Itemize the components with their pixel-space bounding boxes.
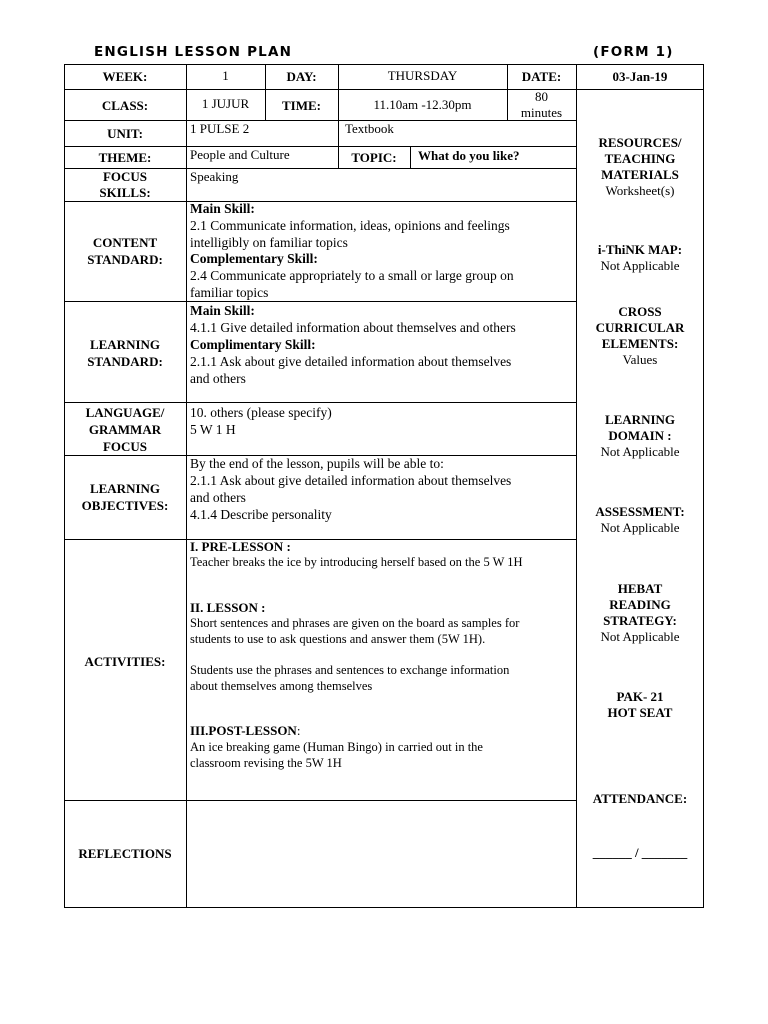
day-value: THURSDAY: [387, 68, 458, 83]
attendance-value: [576, 845, 704, 861]
resources-heading: RESOURCES/: [598, 135, 682, 150]
hebat-strategy-block: [576, 581, 704, 645]
day-label: DAY:: [286, 69, 317, 84]
language-line: 5 W 1 H: [190, 422, 236, 437]
language-focus-label-line: FOCUS: [102, 439, 148, 454]
lesson-text: [190, 615, 519, 647]
learning-line: and others: [190, 371, 246, 386]
learning-line: 4.1.1 Give detailed information about themselves and others: [190, 320, 516, 335]
language-line: 10. others (please specify): [190, 405, 332, 420]
objective-line: By the end of the lesson, pupils will be able to:: [190, 456, 444, 471]
learning-domain-value: Not Applicable: [600, 444, 680, 459]
lesson-line: about themselves among themselves: [190, 679, 373, 693]
assessment-heading: ASSESSMENT:: [595, 504, 685, 519]
resources-block: [576, 135, 704, 199]
date-value: 03-Jan-19: [612, 69, 668, 84]
content-standard-text: [190, 201, 514, 302]
row-divider: [64, 800, 576, 801]
cross-curricular-block: [576, 304, 704, 368]
time-value: 11.10am -12.30pm: [373, 97, 472, 112]
duration-unit: minutes: [520, 105, 563, 120]
attendance-block: [576, 791, 704, 807]
learning-objectives-text: [190, 455, 511, 523]
row-divider: [64, 89, 704, 90]
post-lesson-title: III.POST-LESSON: [190, 723, 297, 738]
learning-objectives-label: [64, 480, 186, 514]
duration-value: 80: [535, 89, 548, 104]
ithink-map-value: Not Applicable: [600, 258, 680, 273]
class-value: 1 JUJUR: [201, 96, 250, 111]
resources-value: Worksheet(s): [605, 183, 675, 198]
attendance-heading: ATTENDANCE:: [592, 791, 688, 806]
content-standard-label-line: CONTENT: [92, 235, 158, 250]
content-standard-label: [64, 234, 186, 268]
date-label: DATE:: [521, 69, 562, 84]
week-label: WEEK:: [102, 69, 148, 84]
content-line: 2.4 Communicate appropriately to a small or large group on: [190, 268, 514, 284]
learning-line: 2.1.1 Ask about give detailed information about themselves: [190, 354, 512, 369]
assessment-block: [576, 504, 704, 536]
assessment-value: Not Applicable: [600, 520, 680, 535]
post-lesson-line: An ice breaking game (Human Bingo) in carried out in the: [190, 740, 483, 754]
complementary-skill-heading: Complementary Skill:: [190, 251, 318, 267]
cross-curricular-heading: ELEMENTS:: [601, 336, 679, 351]
main-skill-heading: Main Skill:: [190, 303, 255, 318]
hebat-strategy-heading: READING: [609, 597, 671, 612]
col-divider: [186, 64, 187, 908]
focus-skills-label-line: FOCUS: [102, 169, 148, 184]
complimentary-skill-heading: Complimentary Skill:: [190, 337, 316, 352]
pre-lesson-text: Teacher breaks the ice by introducing herself based on the 5 W 1H: [190, 555, 523, 569]
content-line: 2.1 Communicate information, ideas, opinions and feelings: [190, 217, 510, 233]
activities-label: ACTIVITIES:: [84, 654, 166, 669]
objective-line: and others: [190, 490, 246, 505]
learning-standard-label-line: LEARNING: [89, 337, 161, 352]
learning-domain-block: [576, 412, 704, 460]
learning-objectives-label-line: LEARNING: [89, 481, 161, 496]
reflections-label: REFLECTIONS: [78, 846, 172, 861]
learning-domain-heading: LEARNING: [604, 412, 676, 427]
language-focus-label-line: GRAMMAR: [88, 422, 162, 437]
content-standard-label-line: STANDARD:: [87, 252, 163, 267]
page-title: ENGLISH LESSON PLAN: [94, 44, 293, 60]
learning-domain-heading: DOMAIN :: [608, 428, 672, 443]
content-line: intelligibly on familiar topics: [190, 234, 348, 250]
learning-objectives-label-line: OBJECTIVES:: [81, 498, 169, 513]
hebat-strategy-heading: STRATEGY:: [603, 613, 677, 628]
main-skill-heading: Main Skill:: [190, 201, 255, 216]
form-label: (FORM 1): [593, 44, 674, 60]
post-lesson-line: classroom revising the 5W 1H: [190, 756, 342, 770]
objective-line: 2.1.1 Ask about give detailed information about themselves: [190, 473, 512, 488]
learning-standard-label-line: STANDARD:: [87, 354, 163, 369]
post-lesson-text: [190, 739, 483, 771]
row-divider: [64, 539, 576, 540]
focus-skills-label-line: SKILLS:: [99, 185, 151, 200]
row-divider: [64, 120, 576, 121]
resources-heading: MATERIALS: [601, 167, 679, 182]
cross-curricular-heading: CROSS: [618, 304, 662, 319]
pak21-heading: PAK- 21: [616, 689, 664, 704]
language-focus-text: [190, 404, 332, 438]
time-label: TIME:: [282, 98, 321, 113]
ithink-map-heading: i-ThiNK MAP:: [597, 242, 683, 257]
post-lesson-heading: [190, 723, 300, 739]
pre-lesson-heading: I. PRE-LESSON :: [190, 539, 291, 554]
unit-value: 1 PULSE 2: [190, 121, 250, 136]
focus-skills-value: Speaking: [190, 169, 239, 184]
cross-curricular-heading: CURRICULAR: [595, 320, 685, 335]
language-focus-label: [64, 404, 186, 455]
theme-value: People and Culture: [190, 147, 290, 162]
focus-skills-label: [64, 169, 186, 201]
cross-curricular-value: Values: [622, 352, 658, 367]
lesson-heading: II. LESSON :: [190, 600, 266, 615]
lesson-line: Short sentences and phrases are given on the board as samples for: [190, 616, 520, 630]
attendance-blank: ______ / _______: [592, 845, 688, 860]
week-value: 1: [222, 68, 229, 83]
language-focus-label-line: LANGUAGE/: [85, 405, 165, 420]
class-label: CLASS:: [101, 98, 149, 113]
hebat-strategy-value: Not Applicable: [600, 629, 680, 644]
content-line: familiar topics: [190, 284, 269, 300]
lesson-line: students to use to ask questions and answer them (5W 1H).: [190, 632, 486, 646]
resources-heading: TEACHING: [604, 151, 676, 166]
post-lesson-colon: :: [296, 723, 301, 738]
unit-label: UNIT:: [107, 126, 143, 141]
col-divider: [410, 146, 411, 169]
hebat-strategy-heading: HEBAT: [617, 581, 663, 596]
objective-line: 4.1.4 Describe personality: [190, 507, 332, 522]
lesson-text: [190, 662, 509, 694]
topic-value: What do you like?: [418, 148, 520, 163]
pak21-block: [576, 689, 704, 721]
ithink-map-block: [576, 242, 704, 274]
learning-standard-label: [64, 336, 186, 370]
row-divider: [64, 146, 576, 147]
theme-label: THEME:: [98, 150, 152, 165]
pak21-value: HOT SEAT: [607, 705, 673, 720]
lesson-line: Students use the phrases and sentences to exchange information: [190, 663, 510, 677]
row-divider: [64, 402, 576, 403]
unit-resource: Textbook: [345, 121, 394, 136]
learning-standard-text: [190, 302, 516, 387]
topic-label: TOPIC:: [351, 150, 397, 165]
